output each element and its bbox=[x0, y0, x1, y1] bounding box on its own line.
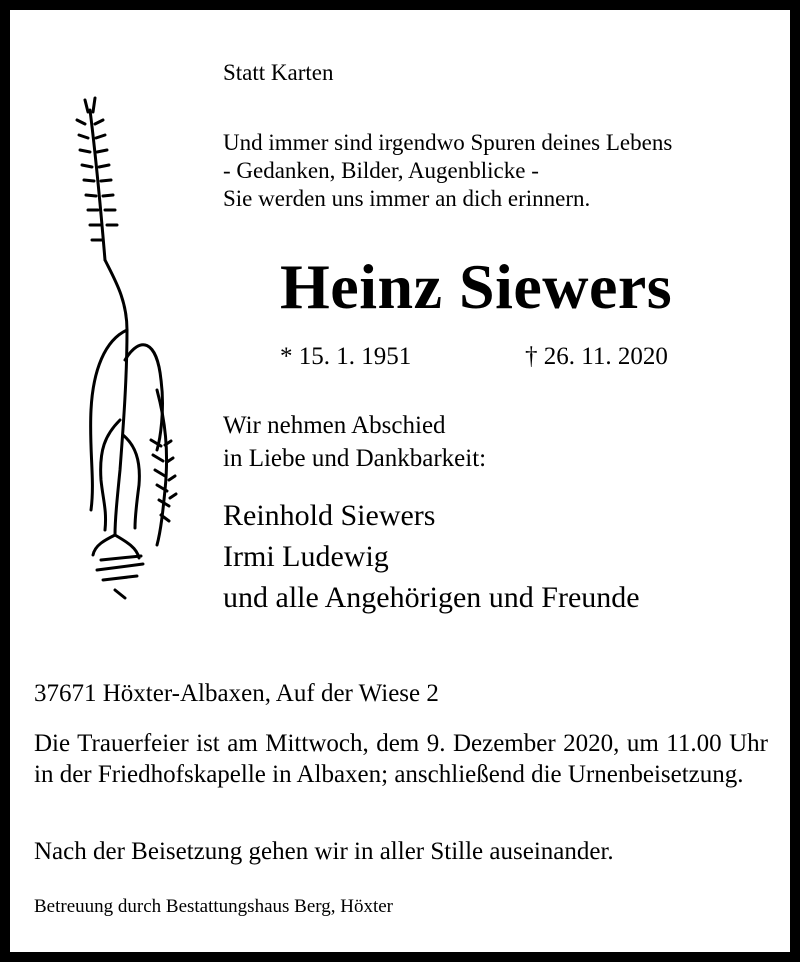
mourner-name: Irmi Ludewig bbox=[223, 540, 389, 573]
statt-karten-label: Statt Karten bbox=[223, 60, 334, 85]
wheat-stalk-icon bbox=[65, 90, 185, 600]
verse-line: Und immer sind irgendwo Spuren deines Lebens bbox=[223, 130, 673, 155]
verse-line: Sie werden uns immer an dich erinnern. bbox=[223, 186, 591, 211]
farewell-text bbox=[223, 409, 486, 475]
farewell-line: Wir nehmen Abschied bbox=[223, 412, 446, 439]
deceased-name: Heinz Siewers bbox=[280, 251, 673, 322]
farewell-line: in Liebe und Dankbarkeit: bbox=[223, 445, 487, 472]
undertaker-credit: Betreuung durch Bestattungshaus Berg, Höxter bbox=[34, 896, 393, 917]
after-service-note: Nach der Beisetzung gehen wir in aller Stille auseinander. bbox=[34, 838, 614, 865]
memorial-verse bbox=[223, 129, 672, 213]
mourners-list bbox=[223, 495, 640, 618]
mourner-name: Reinhold Siewers bbox=[223, 499, 436, 532]
funeral-service-info: Die Trauerfeier ist am Mittwoch, dem 9. Dezember 2020, um 11.00 Uhr in der Friedhofskapelle in Albaxen; anschließend die Urnenbeisetzung. bbox=[34, 730, 768, 788]
family-address: 37671 Höxter-Albaxen, Auf der Wiese 2 bbox=[34, 680, 439, 707]
birth-date: * 15. 1. 1951 bbox=[280, 343, 412, 370]
mourner-name: und alle Angehörigen und Freunde bbox=[223, 581, 640, 614]
verse-line: - Gedanken, Bilder, Augenblicke - bbox=[223, 158, 539, 183]
death-date: † 26. 11. 2020 bbox=[525, 343, 668, 370]
